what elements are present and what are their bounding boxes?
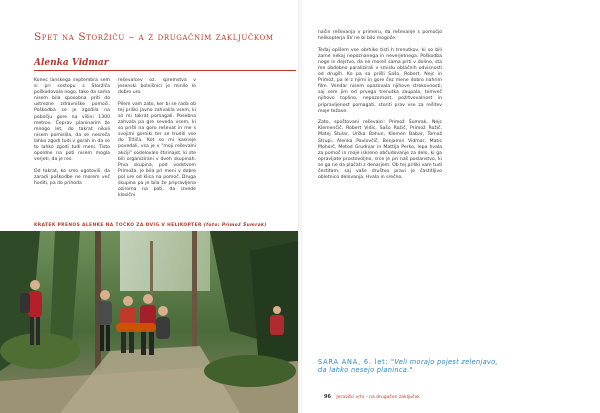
title-rule — [34, 70, 296, 71]
left-column-1 — [34, 78, 110, 193]
page-gutter — [298, 0, 302, 413]
pull-quote — [318, 358, 508, 374]
paragraph: način reševanja v primeru, da reševanje s pomočjo helikopterja SV ne bi bilo mogoče. — [318, 30, 442, 42]
rescue-photo — [0, 231, 298, 413]
caption-text: KRATEK PRENOS ALENKE NA TOČKO ZA DVIG V HELIKOPTER — [34, 223, 202, 228]
paragraph: reševalcev oz. spremstva v jesenski bolnišnici je minilo le dobro uro. — [118, 78, 196, 96]
quote-text: "Veli morajo pojest zelenjavo, da lahko nesejo planinca." — [318, 358, 498, 374]
paragraph: Konec lanskega septembra sem si pri sestopu s Storžiča poškodovala nogo, tako da sama nisem bila sposobna priti do ustrezne zdravniške pomoči. Poškodba se je zgodila na pobočju gore na višini 1300 metrov. Čeprav planinarim že mnogo let, do takrat nikoli nisem pomislila, da se nesreča lahko zgodi tudi v gorah in da se to lahko zgodi tudi meni. Tisto opoldne na poti nisem mogla verjeti, da je res. — [34, 78, 110, 163]
paragraph: Od takrat, ko smo ugotovili, da zaradi poškodbe ne morem več hoditi, pa do prihoda — [34, 168, 110, 186]
paragraph: Pilem vam zato, ker bi se rada ob tej priliki javno zahvalila vsem, ki so mi takrat pomagali. Posebna zahvala pa gre seveda vsem, ki so prišli na goro reševat in me s svojimi gorniki ter se trudili vse do Tržiča. Kot so mi kasneje povedali, vsa je v "moji reševalni akciji" sodelovalo štirinajst, ki ste bili organizirani v dveh skupinah. Prva skupina, pod vodstvom Primoža, je bila pri meni v dobre pol ure od klica na pomoč. Druga skupina pa je bila že pripravljena oziroma na poti, da izvede klasični — [118, 101, 196, 199]
page-number: 96 — [324, 394, 331, 400]
caption-credit: (foto: Primož Šumrak) — [203, 223, 267, 228]
photo-caption — [34, 223, 296, 228]
right-column — [318, 30, 442, 187]
article-author: Alenka Vidmar — [34, 58, 109, 68]
forest-rescue-illustration — [0, 231, 298, 413]
paragraph: Zato, spoštovani reševalci: Primož Šumrak, Nejc Klemenčič, Robert Vidic, Sašo Rožič, Primož Rožič, Matej Štular, Urška Bahun, Klemen Babar, Tomaž Strupi, Alenka Pavlovčič, Benjamin Vidmar, Matic Mohorč, Metod Grudniar in Mattija Perko, lepa hvala za pomoč in moje iskreno občudovanje za delo, ki ga opravljate prostovoljno, srce je pri naš poslanstvo, ki se ga ne da plačati z denarjem. Ob tej priliki vam tudi čestitam, saj vaše društvo pravi je častitljivo obletnico delovanja. Hvala in srečno. — [318, 120, 442, 181]
quote-author: SARA ANA, 6. let: — [318, 358, 389, 366]
paragraph: Tedaj opišem vse obrhike tisti h trenutkov, ki so bili zame nekaj nepoznanega in neverjetnega. Poškodba noge in dejstvo, da ne moreš sama priti v dolino, sta me obdobno paralizirali v smislu oblačnih odvisnosti od drugih. Ko pa so prišli Sašo, Robert, Nejc in Primož, pa le z njimi in gore čez mene dobro nahrim film. Vendar nisem opazovala njihove strokovnosti, saj sem jim od prvega trenutka zaupala, temveč njihovo toplino, nepozornost, požrtvovalnost in pripravljenost pomagati, storiti prav vse za rešitev moje težave. — [318, 47, 442, 114]
footer-section: Jeravčki vrhi – na drugačen zaključek — [336, 395, 420, 400]
article-title: Spet na Storžiču – a z drugačnim zaključkom — [34, 31, 274, 43]
left-column-2 — [118, 78, 196, 205]
page-footer — [324, 394, 420, 400]
